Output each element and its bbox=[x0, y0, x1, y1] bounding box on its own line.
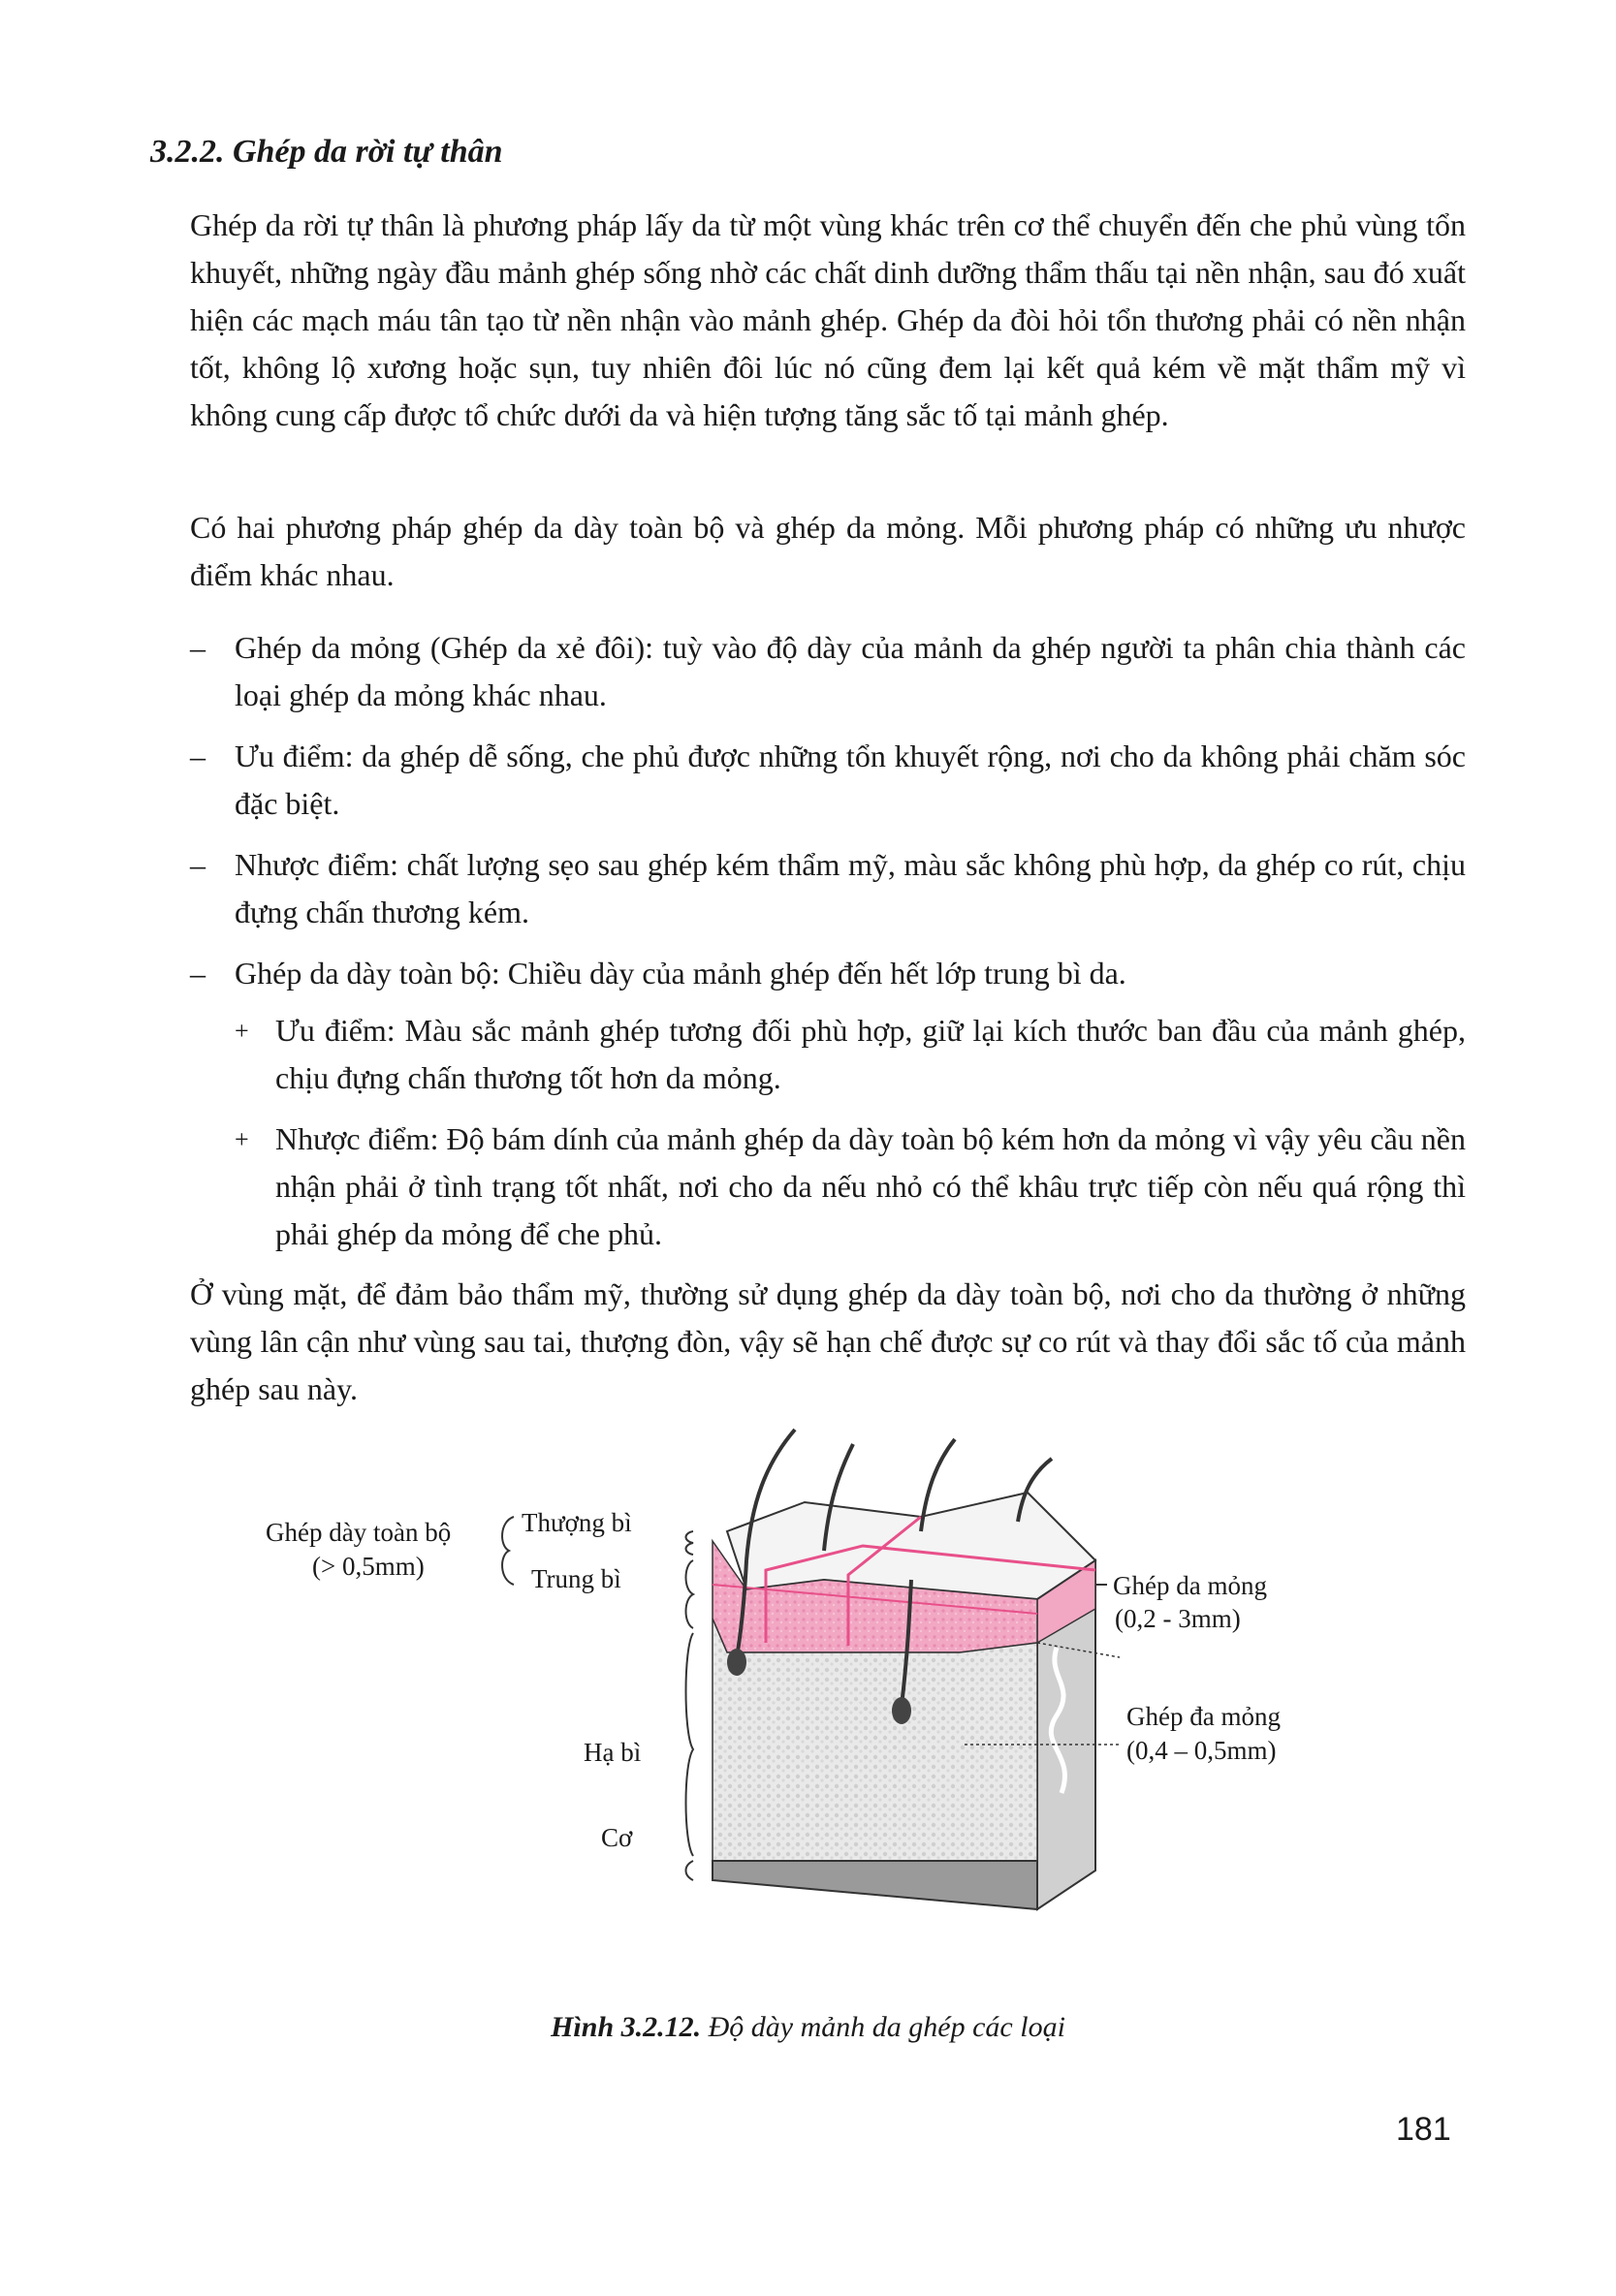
plus-marker: + bbox=[235, 1017, 249, 1045]
plus-marker: + bbox=[235, 1125, 249, 1153]
dash-marker: – bbox=[190, 630, 206, 665]
label-epidermis: Thượng bì bbox=[522, 1508, 632, 1537]
dash-marker: – bbox=[190, 956, 206, 991]
dash-marker: – bbox=[190, 847, 206, 882]
dash-marker: – bbox=[190, 739, 206, 773]
paragraph-face: Ở vùng mặt, để đảm bảo thẩm mỹ, thường sử dụng ghép da dày toàn bộ, nơi cho da thường ở những vùng lân cận như vùng sau tai, thượng đòn, vậy sẽ hạn chế được sự co rút và thay đổi sắc tố của mảnh ghép sau này. bbox=[190, 1276, 1466, 1406]
bullet-list bbox=[190, 950, 1466, 997]
page-number: 181 bbox=[1396, 2111, 1451, 2148]
label-hypodermis: Hạ bì bbox=[584, 1738, 642, 1767]
list-item-text: Ghép da dày toàn bộ: Chiều dày của mảnh ghép đến hết lớp trung bì da. bbox=[235, 956, 1126, 991]
label-thin-graft-1: Ghép da mỏng bbox=[1113, 1571, 1267, 1600]
list-item bbox=[190, 624, 1466, 719]
bullet-list bbox=[190, 733, 1466, 828]
label-dermis: Trung bì bbox=[531, 1564, 621, 1593]
sub-list-item-text: Nhược điểm: Độ bám dính của mảnh ghép da dày toàn bộ kém hơn da mỏng vì vậy yêu cầu nền nhận phải ở tình trạng tốt nhất, nơi cho da nếu nhỏ có thể khâu trực tiếp còn nếu quá rộng thì phải ghép da mỏng để che phủ. bbox=[275, 1121, 1466, 1251]
label-muscle: Cơ bbox=[601, 1823, 633, 1852]
list-item-text: Ưu điểm: da ghép dễ sống, che phủ được những tổn khuyết rộng, nơi cho da không phải chăm sóc đặc biệt. bbox=[235, 739, 1466, 821]
figure-caption-label: Hình 3.2.12. bbox=[551, 2011, 702, 2043]
sub-list-item-text: Ưu điểm: Màu sắc mảnh ghép tương đối phù hợp, giữ lại kích thước ban đầu của mảnh ghép, chịu đựng chấn thương tốt hơn da mỏng. bbox=[275, 1013, 1466, 1095]
sub-list-item bbox=[235, 1116, 1466, 1258]
sub-list bbox=[235, 1116, 1466, 1258]
label-full-thickness: Ghép dày toàn bộ bbox=[266, 1518, 452, 1547]
label-full-thickness-size: (> 0,5mm) bbox=[312, 1552, 425, 1581]
figure-caption-text: Độ dày mảnh da ghép các loại bbox=[701, 2011, 1065, 2043]
skin-diagram-figure bbox=[242, 1425, 1357, 1987]
list-item-text: Ghép da mỏng (Ghép da xẻ đôi): tuỳ vào độ dày của mảnh da ghép người ta phân chia thành các loại ghép da mỏng khác nhau. bbox=[235, 630, 1466, 712]
section-heading: 3.2.2. Ghép da rời tự thân bbox=[150, 134, 503, 170]
label-thin-graft-2-size: (0,4 – 0,5mm) bbox=[1126, 1736, 1277, 1765]
sub-list bbox=[235, 1007, 1466, 1102]
bullet-list bbox=[190, 624, 1466, 719]
label-thin-graft-2: Ghép đa mỏng bbox=[1126, 1702, 1281, 1731]
list-item bbox=[190, 841, 1466, 936]
sub-list-item bbox=[235, 1007, 1466, 1102]
list-item-text: Nhược điểm: chất lượng sẹo sau ghép kém thẩm mỹ, màu sắc không phù hợp, da ghép co rút, chịu đựng chấn thương kém. bbox=[235, 847, 1466, 929]
bullet-list bbox=[190, 841, 1466, 936]
label-thin-graft-1-size: (0,2 - 3mm) bbox=[1115, 1604, 1241, 1633]
figure-caption bbox=[0, 2011, 1616, 2044]
paragraph-methods: Có hai phương pháp ghép da dày toàn bộ và ghép da mỏng. Mỗi phương pháp có những ưu nhược điểm khác nhau. bbox=[190, 510, 1466, 592]
list-item bbox=[190, 733, 1466, 828]
paragraph-intro: Ghép da rời tự thân là phương pháp lấy da từ một vùng khác trên cơ thể chuyển đến che phủ vùng tổn khuyết, những ngày đầu mảnh ghép sống nhờ các chất dinh dưỡng thẩm thấu tại nền nhận, sau đó xuất hiện các mạch máu tân tạo từ nền nhận vào mảnh ghép. Ghép da đòi hỏi tổn thương phải có nền nhận tốt, không lộ xương hoặc sụn, tuy nhiên đôi lúc nó cũng đem lại kết quả kém về mặt thẩm mỹ vì không cung cấp được tổ chức dưới da và hiện tượng tăng sắc tố tại mảnh ghép. bbox=[190, 207, 1466, 432]
list-item bbox=[190, 950, 1466, 997]
